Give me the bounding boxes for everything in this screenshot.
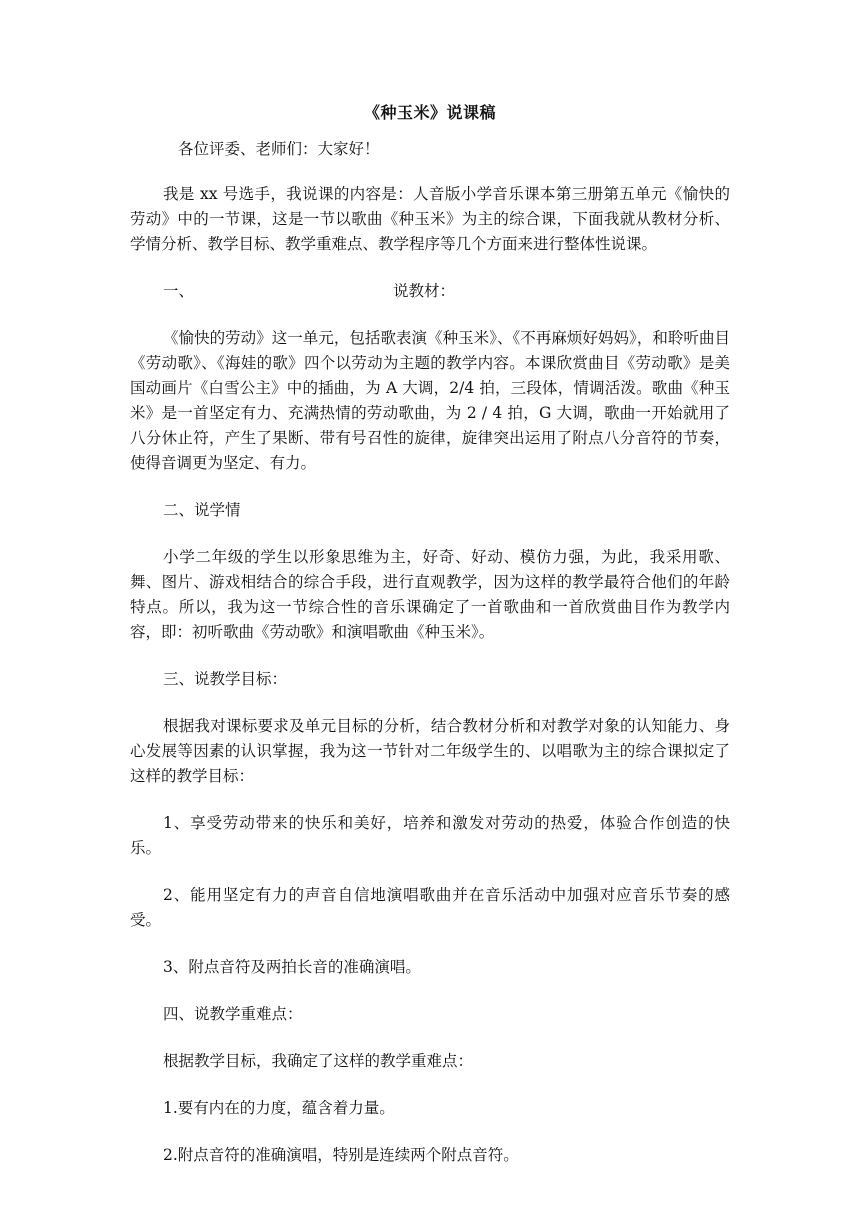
document-title: 《种玉米》说课稿 (363, 103, 496, 122)
section1-heading (130, 279, 730, 304)
goal-item: 2、能用坚定有力的声音自信地演唱歌曲并在音乐活动中加强对应音乐节奏的感受。 (130, 886, 730, 929)
section1-body: 《愉快的劳动》这一单元，包括歌表演《种玉米》、《不再麻烦好妈妈》，和聆听曲目《劳动歌》、《海娃的歌》四个以劳动为主题的教学内容。本课欣赏曲目《劳动歌》是美国动画片《白雪公主》中的插曲，为 A 大调，2/4 拍，三段体，情调活泼。歌曲《种玉米》是一首坚定有力、充满热情的劳动歌曲，为 2 / 4 拍，G 大调，歌曲一开始就用了八分休止符，产生了果断、带有号召性的旋律，旋律突出运用了附点八分音符的节奏，使得音调更为坚定、有力。 (130, 329, 730, 472)
section3-heading: 三、说教学目标： (163, 670, 288, 688)
section3-body: 根据我对课标要求及单元目标的分析，结合教材分析和对教学对象的认知能力、身心发展等因素的认识掌握，我为这一节针对二年级学生的、以唱歌为主的综合课拟定了这样的教学目标： (130, 717, 730, 785)
greeting: 各位评委、老师们：大家好！ (178, 140, 380, 158)
section4-heading: 四、说教学重难点： (163, 1005, 303, 1023)
section4-body: 根据教学目标，我确定了这样的教学重难点： (163, 1052, 474, 1070)
goal-item: 1、享受劳动带来的快乐和美好，培养和激发对劳动的热爱，体验合作创造的快乐。 (130, 814, 730, 857)
key-point-item: 2.附点音符的准确演唱，特别是连续两个附点音符。 (163, 1146, 519, 1164)
section1-number: 一、 (163, 282, 195, 300)
section1-title: 说教材： (393, 282, 456, 300)
intro-paragraph: 我是 xx 号选手，我说课的内容是：人音版小学音乐课本第三册第五单元《愉快的劳动》中的一节课，这是一节以歌曲《种玉米》为主的综合课，下面我就从教材分析、学情分析、教学目标、教学重难点、教学程序等几个方面来进行整体性说课。 (130, 185, 730, 253)
section2-body: 小学二年级的学生以形象思维为主，好奇、好动、模仿力强，为此，我采用歌、舞、图片、游戏相结合的综合手段，进行直观教学，因为这样的教学最符合他们的年龄特点。所以，我为这一节综合性的音乐课确定了一首歌曲和一首欣赏曲目作为教学内容，即：初听歌曲《劳动歌》和演唱歌曲《种玉米》。 (130, 548, 730, 641)
key-point-item: 1.要有内在的力度，蕴含着力量。 (163, 1099, 395, 1117)
section2-heading: 二、说学情 (163, 501, 241, 519)
goal-item: 3、附点音符及两拍长音的准确演唱。 (163, 958, 421, 976)
